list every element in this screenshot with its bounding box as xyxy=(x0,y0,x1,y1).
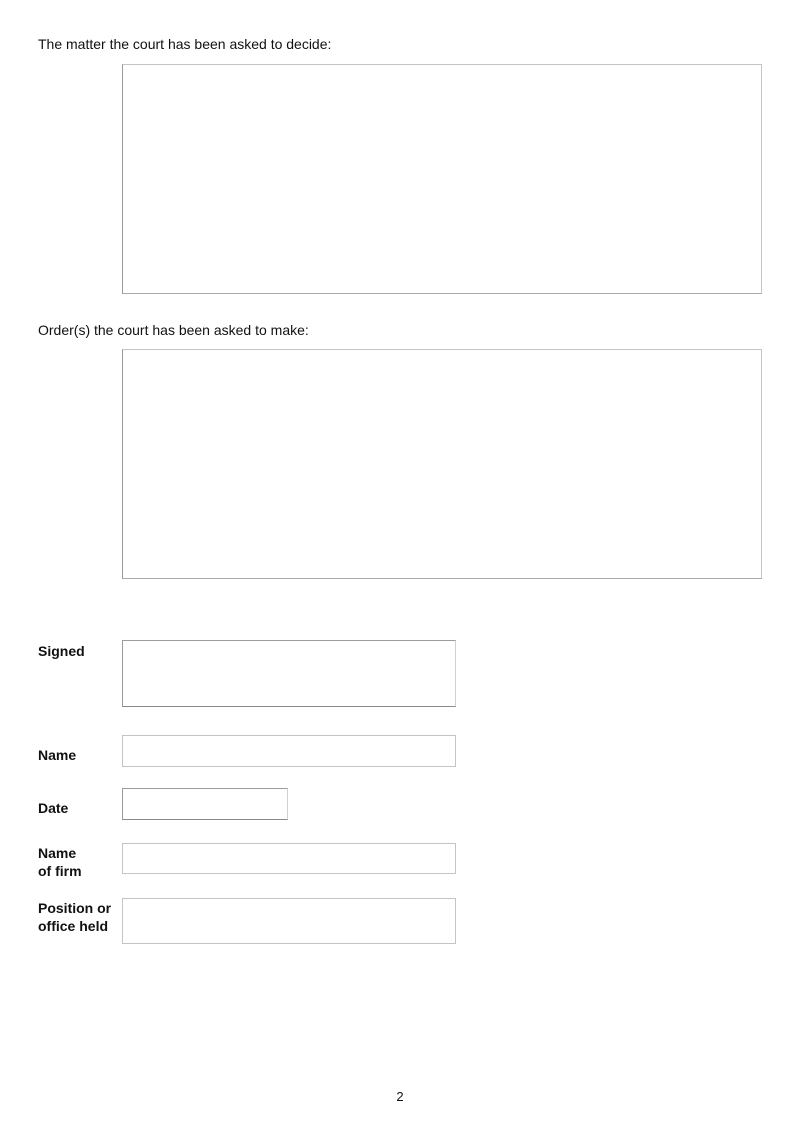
orders-input-box[interactable] xyxy=(122,349,762,579)
signed-label: Signed xyxy=(38,643,85,659)
position-label-line1: Position or xyxy=(38,900,112,916)
position-label-line2: office held xyxy=(38,918,109,934)
firm-name-label-line1: Name xyxy=(38,845,77,861)
orders-question-label: Order(s) the court has been asked to make: xyxy=(38,322,309,338)
position-label xyxy=(38,899,111,935)
date-input-box[interactable] xyxy=(122,788,288,820)
date-label: Date xyxy=(38,800,69,816)
signature-input-box[interactable] xyxy=(122,640,456,707)
firm-name-label xyxy=(38,844,82,880)
name-input-box[interactable] xyxy=(122,735,456,767)
name-label: Name xyxy=(38,747,77,763)
matter-input-box[interactable] xyxy=(122,64,762,294)
firm-name-label-line2: of firm xyxy=(38,863,82,879)
firm-name-input-box[interactable] xyxy=(122,843,456,874)
position-input-box[interactable] xyxy=(122,898,456,944)
page-number: 2 xyxy=(396,1089,404,1104)
matter-question-label: The matter the court has been asked to decide: xyxy=(38,36,332,52)
